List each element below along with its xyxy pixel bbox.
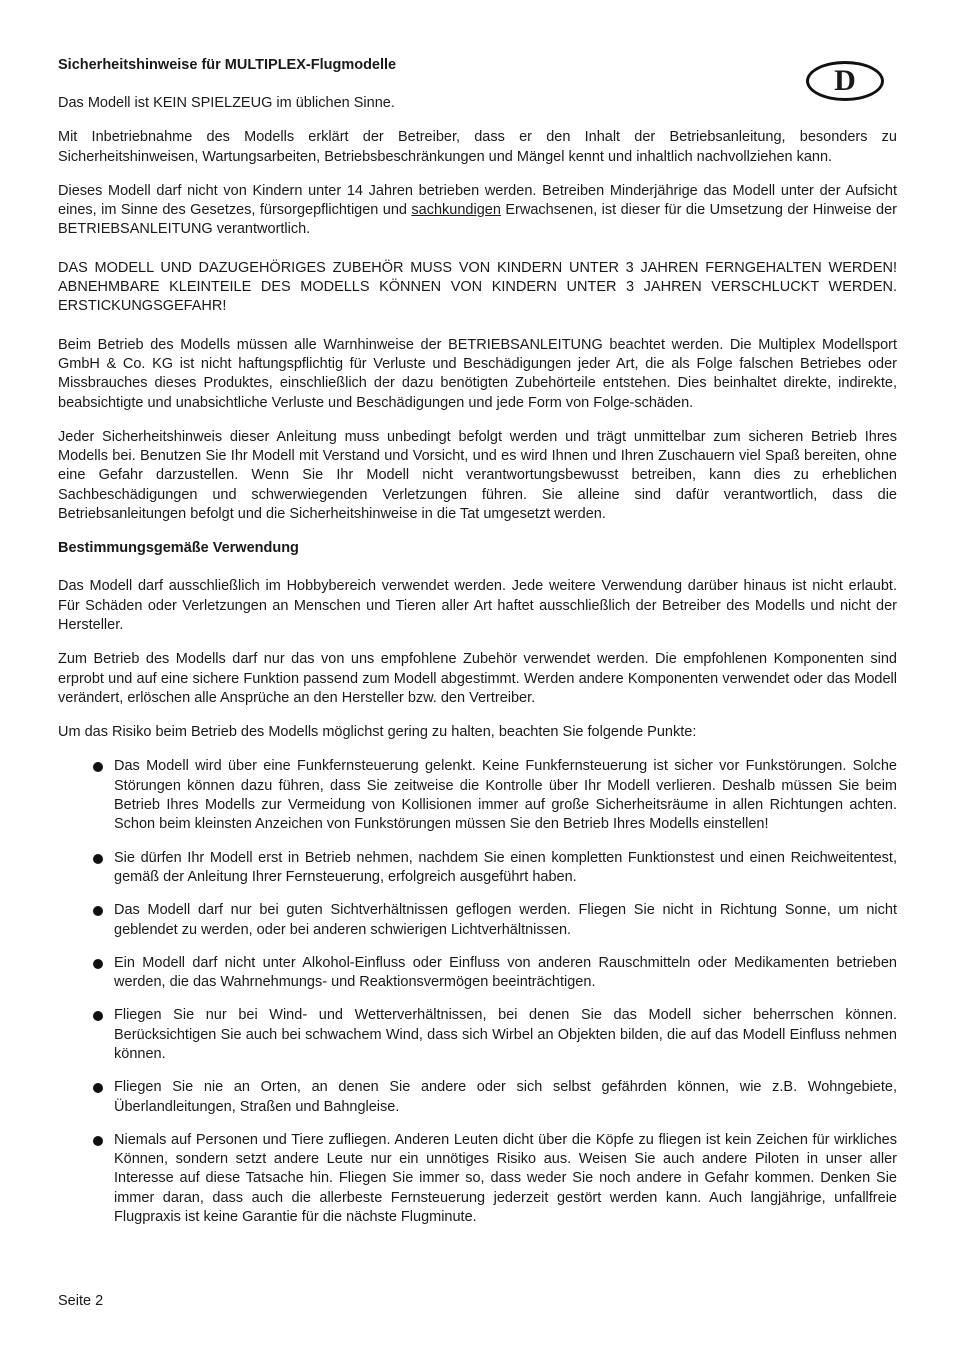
paragraph-not-toy: Das Modell ist KEIN SPIELZEUG im üblichen Sinne.: [58, 95, 395, 111]
intended-use-heading: Bestimmungsgemäße Verwendung: [58, 540, 299, 557]
list-item-text: Das Modell darf nur bei guten Sichtverhältnissen geflogen werden. Fliegen Sie nicht in Richtung Sonne, um nicht geblendet zu werden, oder bei anderen schwierigen Lichtverhältnissen.: [114, 902, 897, 938]
list-item: [114, 849, 897, 888]
list-item: [114, 1006, 897, 1064]
bullet-icon: [93, 959, 103, 969]
paragraph-accessories: Zum Betrieb des Modells darf nur das von uns empfohlene Zubehör verwendet werden. Die empfohlenen Komponenten sind erprobt und auf eine sichere Funktion passend zum Modell abgestimmt. Werden andere Komponenten verwendet oder das Modell verändert, erlöschen alle Ansprüche an den Hersteller bzw. den Vertreiber.: [58, 651, 897, 706]
paragraph-operator-declaration: Mit Inbetriebnahme des Modells erklärt der Betreiber, dass er den Inhalt der Betriebsanleitung, besonders zu Sicherheitshinweisen, Wartungsarbeiten, Betriebsbeschränkungen und Mängel kennt und inhaltlich nachvollziehen kann.: [58, 129, 897, 165]
list-item-text: Das Modell wird über eine Funkfernsteuerung gelenkt. Keine Funkfernsteuerung ist sicher vor Funkstörungen. Solche Störungen können dazu führen, dass Sie zeitweise die Kontrolle über Ihr Modell verlieren. Deshalb müssen Sie beim Betrieb Ihres Modells zur Vermeidung von Kollisionen immer auf große Sicherheitsräume in allen Richtungen achten. Schon beim kleinsten Anzeichen von Funkstörungen müssen Sie den Betrieb Ihres Modells einstellen!: [114, 758, 897, 833]
list-item-text: Ein Modell darf nicht unter Alkohol-Einfluss oder Einfluss von anderen Rauschmitteln oder Medikamenten betrieben werden, die das Wahrnehmungs- und Reaktionsvermögen beeinträchtigen.: [114, 954, 897, 991]
list-item: [114, 954, 897, 993]
bullet-icon: [93, 1136, 103, 1146]
age-limit-text-b: Erwachsenen, ist dieser für die Umsetzung der Hinweise der BETRIEBSANLEITUNG verantwortlich.: [58, 202, 898, 238]
paragraph-age-limit: [58, 182, 897, 240]
list-item-text: Sie dürfen Ihr Modell erst in Betrieb nehmen, nachdem Sie einen kompletten Funktionstest und einen Reichweitentest, gemäß der Anleitung Ihrer Fernsteuerung, erfolgreich ausgeführt haben.: [114, 849, 897, 885]
safety-bullet-list: [58, 757, 897, 1227]
paragraph-hobby-use: Das Modell darf ausschließlich im Hobbybereich verwendet werden. Jede weitere Verwendung darüber hinaus ist nicht erlaubt. Für Schäden oder Verletzungen an Menschen und Tieren aller Art haftet ausschließlich der Betreiber des Modells und nicht der Hersteller.: [58, 578, 897, 633]
bullet-icon: [93, 1011, 103, 1021]
paragraph-risk-intro: Um das Risiko beim Betrieb des Modells möglichst gering zu halten, beachten Sie folgende Punkte:: [58, 724, 697, 741]
list-item-text: Fliegen Sie nur bei Wind- und Wetterverhältnissen, bei denen Sie das Modell sicher beherrschen können. Berücksichtigen Sie auch bei schwachem Wind, dass sich Wirbel an Objekten bilden, die auf das Modell Einfluss nehmen können.: [114, 1007, 897, 1062]
bullet-icon: [93, 854, 103, 864]
bullet-icon: [93, 906, 103, 916]
bullet-icon: [93, 1083, 103, 1093]
safety-heading: Sicherheitshinweise für MULTIPLEX-Flugmodelle: [58, 57, 397, 73]
list-item: [114, 1078, 897, 1117]
page-number: Seite 2: [58, 1293, 104, 1309]
list-item-text: Fliegen Sie nie an Orten, an denen Sie andere oder sich selbst gefährden können, wie z.B. Wohngebiete, Überlandleitungen, Straßen und Bahngleise.: [114, 1079, 897, 1115]
list-item: [114, 1131, 897, 1227]
bullet-icon: [93, 762, 103, 772]
list-item-text: Niemals auf Personen und Tiere zufliegen. Anderen Leuten dicht über die Köpfe zu fliegen ist kein Zeichen für wirkliches Können, sondern setzt andere Leute nur ein unnötiges Risiko aus. Weisen Sie auch andere Piloten in unser aller Interesse auf diese Tatsache hin. Fliegen Sie immer so, dass weder Sie noch andere in Gefahr kommen. Denken Sie immer daran, dass auch die allerbeste Fernsteuerung jederzeit gestört werden kann. Auch langjährige, unfallfreie Flugpraxis ist keine Garantie für die nächste Flugminute.: [114, 1131, 897, 1226]
list-item: [114, 757, 897, 834]
document-body: [58, 56, 897, 1241]
underlined-word: sachkundigen: [411, 202, 501, 219]
paragraph-liability: Beim Betrieb des Modells müssen alle Warnhinweise der BETRIEBSANLEITUNG beachtet werden. Die Multiplex Modellsport GmbH & Co. KG ist nicht haftungspflichtig für Verluste und Beschädigungen jeder Art, die als Folge falschen Betriebes oder Missbrauches dieses Produktes, einschließlich der dazu benötigten Zubehörteile entstehen. Dies beinhaltet direkte, indirekte, beabsichtigte und unabsichtliche Verluste und Beschädigungen und jede Form von Folge-schäden.: [58, 336, 897, 411]
paragraph-warning-caps: DAS MODELL UND DAZUGEHÖRIGES ZUBEHÖR MUSS VON KINDERN UNTER 3 JAHREN FERNGEHALTEN WERDEN! ABNEHMBARE KLEINTEILE DES MODELLS KÖNNEN VON KINDERN UNTER 3 JAHREN VERSCHLUCKT WERDEN. ERSTICKUNGSGEFAHR!: [58, 259, 897, 315]
language-badge: D: [806, 61, 884, 101]
age-limit-text-a: Dieses Modell darf nicht von Kindern unter 14 Jahren betrieben werden. Betreiben Minderjährige das Modell unter der Aufsicht eines, im Sinne des Gesetzes, fürsorgepflichtigen und: [58, 182, 897, 219]
list-item: [114, 901, 897, 940]
paragraph-safety-notes: Jeder Sicherheitshinweis dieser Anleitung muss unbedingt befolgt werden und trägt unmittelbar zum sicheren Betrieb Ihres Modells bei. Benutzen Sie Ihr Modell mit Verstand und Vorsicht, und es wird Ihnen und Ihren Zuschauern viel Spaß bereiten, ohne eine Gefahr darzustellen. Wenn Sie Ihr Modell nicht verantwortungsbewusst betreiben, kann dies zu erheblichen Sachbeschädigungen und schwerwiegenden Verletzungen führen. Sie alleine sind dafür verantwortlich, dass die Betriebsanleitungen befolgt und die Sicherheitshinweise in die Tat umgesetzt werden.: [58, 428, 897, 523]
